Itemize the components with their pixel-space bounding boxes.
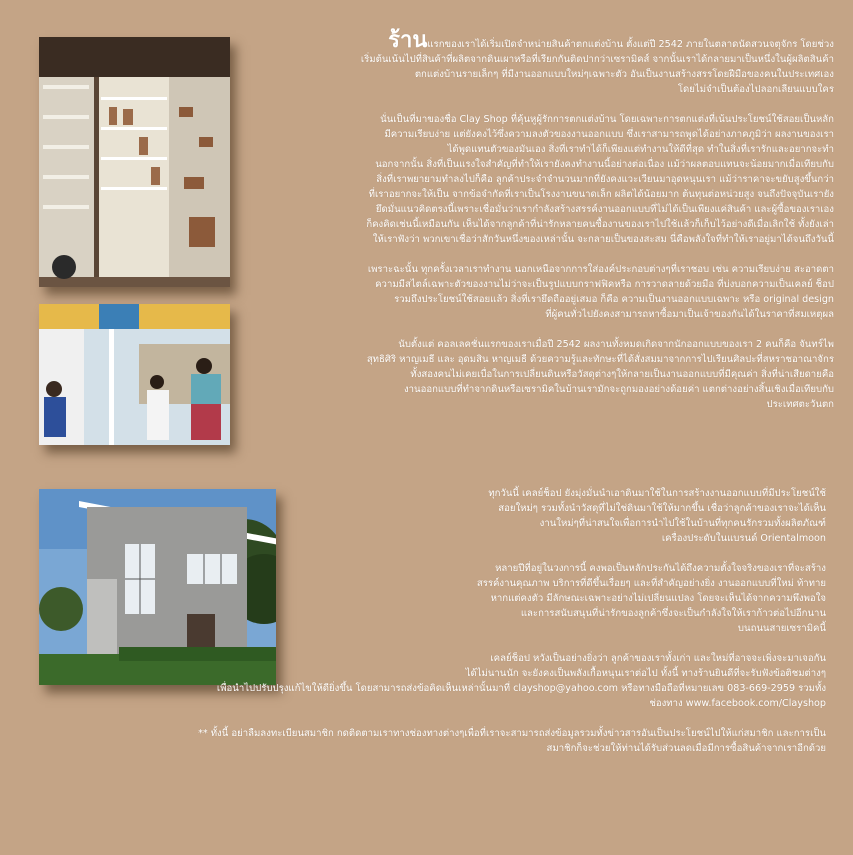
paragraph-line: ก็คงคิดเช่นนี้เหมือนกัน เห็นได้จากลูกค้าที่น่ารักหลายคนซื้องานของเราไปใช้แล้วก็เก็บไว้อย่างดีเมื่อเลิกใช้ ทั้งยังเล่า <box>366 219 834 230</box>
intro-line: โดยไม่จำเป็นต้องไปลอกเลียนแบบใคร <box>677 84 834 95</box>
paragraph-line: ให้เราฟังว่า พวกเขาเชื่อว่าสักวันหนึ่งของเหล่านั้น จะกลายเป็นของสะสม นี่คือพลังใจที่ทำให้เราอยู่มาได้จนถึงวันนี้ <box>372 234 834 245</box>
paragraph-line: เพื่อนำไปปรับปรุงแก้ไขให้ดียิ่งขึ้น โดยสามารถส่งข้อคิดเห็นเหล่านั้นมาที่ clayshop@yahoo.com หรือทางมือถือที่หมายเลข 083-669-2959 รวมทั้ง <box>216 683 826 694</box>
paragraph-line: ช่องทาง www.facebook.com/Clayshop <box>649 698 826 709</box>
paragraph-line: เครื่องประดับในแบรนด์ Orientalmoon <box>661 533 826 544</box>
paragraph-line: สมาชิกก็จะช่วยให้ท่านได้รับส่วนลดเมื่อมีการซื้อสินค้าจากเราอีกด้วย <box>546 743 826 754</box>
paragraph-line: สรรค์งานคุณภาพ บริการที่ดีขึ้นเรื่อยๆ และที่สำคัญอย่างยิ่ง งานออกแบบที่ใหม่ ท้าทาย <box>476 578 826 589</box>
story-paragraph <box>286 337 834 412</box>
story-paragraph <box>104 486 826 546</box>
paragraph-line: สิ่งที่เราพยายามทำลงไปก็คือ ลูกค้าประจำจำนวนมากที่ยังคงแวะเวียนมาอุดหนุนเรา แม้ว่าราคาจะขยับสูงขึ้นกว่า <box>376 174 834 185</box>
shop-front-photo <box>39 304 230 445</box>
paragraph-line: สุทธิศิริ หาญเมธี และ อุดมสิน หาญเมธี ด้วยความรู้และทักษะที่ได้สั่งสมมาจากการไปเรียนศิลปะที่สหราชอาณาจักร <box>366 354 834 365</box>
shop-interior-photo <box>39 37 230 287</box>
paragraph-line: เคลย์ช็อป หวังเป็นอย่างยิ่งว่า ลูกค้าของเราทั้งเก่า และใหม่ที่อาจจะเพิ่งจะมาเจอกัน <box>490 653 826 664</box>
paragraph-line: สอยใหม่ๆ รวมทั้งนำวัสดุที่ไม่ใช่ดินมาใช้ให้มากขึ้น เชื่อว่าลูกค้าของเราจะได้เห็น <box>498 503 826 514</box>
paragraph-line: นั่นเป็นที่มาของชื่อ Clay Shop ที่คุ้นหูผู้รักการตกแต่งบ้าน โดยเฉพาะการตกแต่งที่เน้นประโยชน์ใช้สอยเป็นหลัก <box>380 114 834 125</box>
paragraph-line: ที่ผู้คนทั่วไปยังคงสามารถหาซื้อมาเป็นเจ้าของกันได้ในราคาที่สมเหตุผล <box>545 309 834 320</box>
paragraph-line: ได้พูดแทนตัวของมันเอง สิ่งที่เราทำได้ก็เพียงแต่ทำงานให้ดีที่สุด ทำในสิ่งที่เรารักและอยากจะทำ <box>447 144 834 155</box>
paragraph-line: ** ทั้งนี้ อย่าลืมลงทะเบียนสมาชิก กดติดตามเราทางช่องทางต่างๆเพื่อที่เราจะสามารถส่งข้อมูลรวมทั้งข่าวสารอันเป็นประโยชน์ไปให้แก่สมาชิก และการเป็น <box>198 728 826 739</box>
drop-word: ร้าน <box>388 28 428 53</box>
story-paragraph <box>286 262 834 322</box>
paragraph-line: และการสนับสนุนที่น่ารักของลูกค้าซึ่งจะเป็นกำลังใจให้เราก้าวต่อไปอีกนาน <box>520 608 826 619</box>
paragraph-line: บนถนนสายเซรามิคนี้ <box>737 623 826 634</box>
paragraph-line: งานใหม่ๆที่น่าสนใจเพื่อการนำไปใช้ในบ้านที่ทุกคนรักรวมทั้งผลิตภัณฑ์ <box>539 518 826 529</box>
paragraph-line: มีความเรียบง่าย แต่ยังคงไว้ซึ่งความลงตัวของงานออกแบบ ซึ่งเราสามารถพูดได้อย่างภาคภูมิว่า ผลงานของเรา <box>384 129 834 140</box>
paragraph-line: รวมถึงประโยชน์ใช้สอยแล้ว สิ่งที่เรายึดถืออยู่เสมอ ก็คือ ความเป็นงานออกแบบเฉพาะ หรือ original design <box>394 294 834 305</box>
story-paragraph <box>104 651 826 711</box>
paragraph-line: เพราะฉะนั้น ทุกครั้งเวลาเราทำงาน นอกเหนือจากการใส่องค์ประกอบต่างๆที่เราชอบ เช่น ความเรียบง่าย สะอาดตา <box>367 264 834 275</box>
paragraph-line: ที่เราอยากจะให้เป็น จากข้อจำกัดที่เราเป็นโรงงานขนาดเล็ก ผลิตได้น้อยมาก ต้นทุนต่อหน่วยสูง จนถึงปัจจุบันเรายัง <box>368 189 834 200</box>
intro-line: แรกของเราได้เริ่มเปิดจำหน่ายสินค้าตกแต่งบ้าน ตั้งแต่ปี 2542 ภายในตลาดนัดสวนจตุจักร โดยช่วง <box>427 39 834 50</box>
intro-line: ตกแต่งบ้านรายเล็กๆ ที่มีงานออกแบบใหม่ๆเฉพาะตัว อันเป็นงานสร้างสรรโดยฝีมือของคนในประเทศเอง <box>414 69 834 80</box>
story-top <box>286 28 834 427</box>
intro-line: เริ่มต้นเน้นไปที่สินค้าที่ผลิตจากดินเผาหรือที่เรียกกันติดปากว่าเซรามิคส์ จากนั้นเราได้กลายมาเป็นหนึ่งในผู้ผลิตสินค้า <box>360 54 834 65</box>
top-paragraphs <box>286 112 834 412</box>
paragraph-line: ยึดมั่นแนวคิดตรงนี้เพราะเชื่อมั่นว่าเรากำลังสร้างสรรค์งานออกแบบที่ไม่ได้เป็นเพียงแค่สินค้า และผู้ซื้อของเราเอง <box>375 204 834 215</box>
story-paragraph <box>104 561 826 636</box>
paragraph-line: นอกจากนั้น สิ่งที่เป็นแรงใจสำคัญที่ทำให้เรายังคงทำงานนี้อย่างต่อเนื่อง แม้ว่าผลตอบแทนจะน้อยมากเมื่อเทียบกับ <box>375 159 834 170</box>
paragraph-line: ทั้งสองคนไม่เคยเบื่อในการเปลี่ยนดินหรือวัสดุต่างๆให้กลายเป็นงานออกแบบที่มีคุณค่า สิ่งที่น่าเสียดายคือ <box>410 369 834 380</box>
paragraph-line: ได้ไม่นานนัก จะยังคงเป็นพลังเกื้อหนุนเราต่อไป ทั้งนี้ ทางร้านยินดีที่จะรับฟังข้อติชมต่างๆ <box>465 668 826 679</box>
paragraph-line: ความมีสไตล์เฉพาะตัวของงานไม่ว่าจะเป็นรูปแบบกราฟฟิคหรือ การวาดลายด้วยมือ ที่บ่งบอกความเป็นเคลย์ ช็อป <box>375 279 834 290</box>
story-paragraph <box>286 112 834 247</box>
story-paragraph <box>104 726 826 756</box>
paragraph-line: งานออกแบบที่ทำจากดินหรือเซรามิคในบ้านเรามักจะถูกมองอย่างด้อยค่า แตกต่างอย่างสิ้นเชิงเมื่อเทียบกับ <box>403 384 834 395</box>
story-bottom <box>104 486 826 771</box>
intro-paragraph <box>286 28 834 97</box>
paragraph-line: ทุกวันนี้ เคลย์ช็อป ยังมุ่งมั่นนำเอาดินมาใช้ในการสร้างงานออกแบบที่มีประโยชน์ใช้ <box>488 488 826 499</box>
paragraph-line: หากแต่คงตัว มีลักษณะเฉพาะอย่างไม่เปลี่ยนแปลง โดยจะเห็นได้จากความพึงพอใจ <box>490 593 826 604</box>
paragraph-line: ประเทศตะวันตก <box>766 399 834 410</box>
paragraph-line: หลายปีที่อยู่ในวงการนี้ คงพอเป็นหลักประกันได้ถึงความตั้งใจจริงของเราที่จะสร้าง <box>495 563 826 574</box>
paragraph-line: นับตั้งแต่ คอลเลคชั่นแรกของเราเมื่อปี 2542 ผลงานทั้งหมดเกิดจากนักออกแบบของเรา 2 คนก็คือ จันทร์ไพ <box>398 339 834 350</box>
